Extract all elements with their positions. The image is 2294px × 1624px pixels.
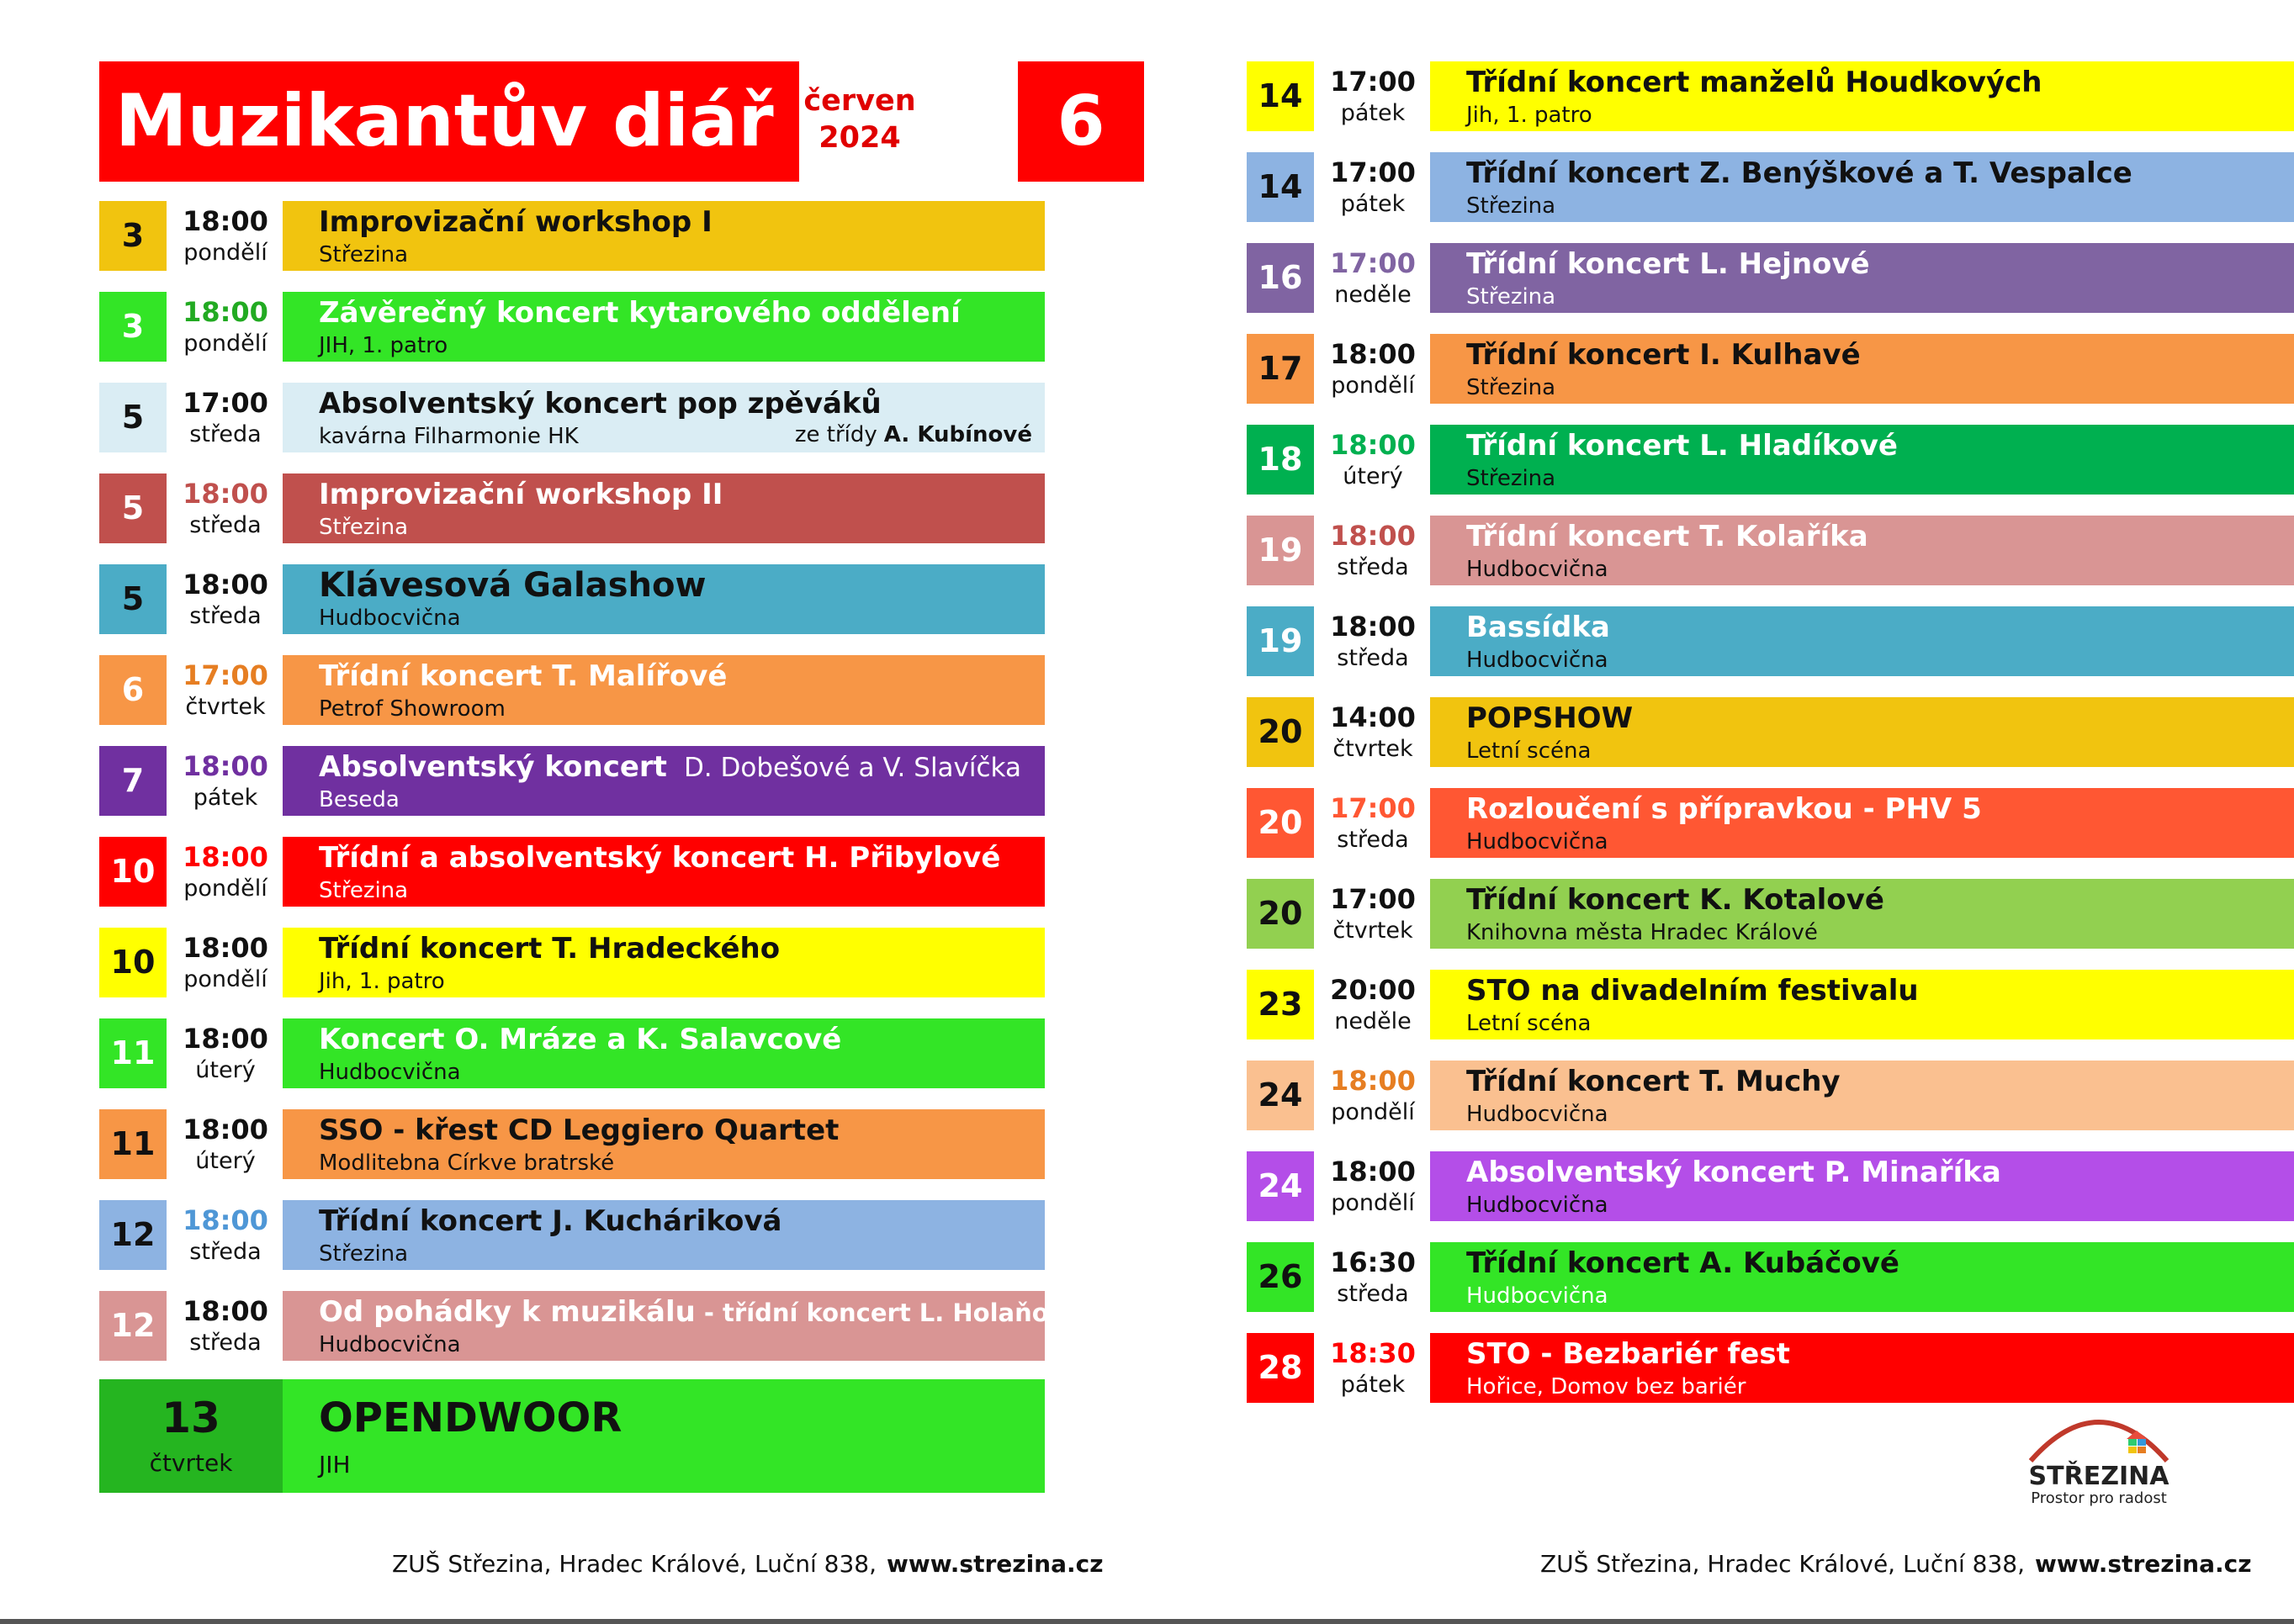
- event-weekday: pátek: [1340, 191, 1406, 217]
- event-time: 18:00: [183, 205, 268, 237]
- footer-right: [1540, 1550, 2252, 1579]
- event-bar: [283, 928, 1045, 997]
- event-time: 16:30: [1330, 1246, 1416, 1278]
- event-row[interactable]: [99, 292, 1045, 362]
- event-title: Improvizační workshop I: [319, 205, 713, 239]
- event-day: 20: [1247, 879, 1314, 949]
- event-time: 18:00: [1330, 429, 1416, 461]
- event-weekday: pondělí: [1331, 373, 1415, 399]
- event-title-line: [1466, 518, 1868, 555]
- event-row[interactable]: [1247, 1061, 2294, 1130]
- event-day: 18: [1247, 425, 1314, 495]
- event-bar: [283, 746, 1045, 816]
- event-weekday: pondělí: [183, 875, 268, 902]
- event-weekday: středa: [1337, 827, 1409, 853]
- event-row[interactable]: [1247, 1151, 2294, 1221]
- featured-event[interactable]: [99, 1379, 1045, 1493]
- event-day: 5: [99, 473, 167, 543]
- event-title-line: [319, 1293, 1081, 1331]
- event-time: 18:00: [183, 296, 268, 328]
- event-row[interactable]: [99, 1200, 1045, 1270]
- event-time: 18:00: [1330, 1065, 1416, 1097]
- event-row[interactable]: [1247, 606, 2294, 676]
- featured-event-date: [99, 1379, 283, 1493]
- event-row[interactable]: [1247, 697, 2294, 767]
- event-day: 5: [99, 564, 167, 634]
- event-venue: Letní scéna: [1466, 1011, 1592, 1036]
- event-weekday: středa: [189, 421, 262, 447]
- event-title-line: [319, 476, 723, 513]
- event-bar: [283, 655, 1045, 725]
- event-time: 14:00: [1330, 701, 1416, 733]
- event-title-line: [1466, 155, 2132, 192]
- footer-address: ZUŠ Střezina, Hradec Králové, Luční 838,: [1540, 1550, 2025, 1578]
- event-weekday: úterý: [1343, 463, 1403, 489]
- event-title-line: [1466, 1336, 1790, 1373]
- event-weekday: středa: [1337, 1281, 1409, 1307]
- event-day: 17: [1247, 334, 1314, 404]
- event-weekday: středa: [189, 603, 262, 629]
- event-time: 17:00: [1330, 156, 1416, 188]
- event-weekday: středa: [189, 512, 262, 538]
- event-row[interactable]: [1247, 1333, 2294, 1403]
- footer-website[interactable]: www.strezina.cz: [886, 1550, 1104, 1578]
- event-title: STO - Bezbariér fest: [1466, 1337, 1790, 1371]
- event-row[interactable]: [99, 1018, 1045, 1088]
- event-weekday: pátek: [1340, 1372, 1406, 1398]
- event-weekday: pondělí: [183, 966, 268, 992]
- event-weekday: pondělí: [183, 331, 268, 357]
- event-venue: Hořice, Domov bez bariér: [1466, 1374, 1746, 1399]
- event-venue: kavárna Filharmonie HK: [319, 424, 579, 449]
- event-time: 18:00: [183, 1204, 268, 1236]
- event-venue: Hudbocvična: [1466, 1193, 1608, 1218]
- event-title: Třídní a absolventský koncert H. Přibylové: [319, 841, 1001, 875]
- event-bar: [1430, 1061, 2294, 1130]
- event-time: 18:00: [1330, 520, 1416, 552]
- logo-slogan: Prostor pro radost: [2031, 1489, 2167, 1507]
- event-bar: [1430, 697, 2294, 767]
- event-title-line: [319, 294, 961, 331]
- event-venue: Modlitebna Církve bratrské: [319, 1151, 615, 1176]
- event-day: 16: [1247, 243, 1314, 313]
- event-title-line: [319, 204, 713, 241]
- house-arch-logo-icon: [2019, 1409, 2179, 1468]
- featured-event-day: 13: [162, 1394, 220, 1442]
- featured-event-venue: JIH: [319, 1451, 351, 1479]
- event-venue: Jih, 1. patro: [1466, 103, 1592, 128]
- event-time: 17:00: [183, 659, 268, 691]
- event-day: 3: [99, 292, 167, 362]
- event-row[interactable]: [99, 746, 1045, 816]
- event-day: 23: [1247, 970, 1314, 1039]
- event-weekday: úterý: [195, 1057, 256, 1083]
- event-title-line: [319, 749, 1021, 786]
- event-time: 18:00: [183, 1114, 268, 1145]
- event-time: 20:00: [1330, 974, 1416, 1006]
- event-weekday: čtvrtek: [185, 694, 266, 720]
- event-title: Od pohádky k muzikálu: [319, 1295, 696, 1329]
- event-venue: Střezina: [319, 515, 409, 540]
- event-time: 17:00: [1330, 883, 1416, 915]
- event-time: 18:00: [183, 841, 268, 873]
- event-time: 18:00: [1330, 611, 1416, 643]
- featured-event-title: OPENDWOOR: [319, 1394, 623, 1441]
- event-title: Třídní koncert L. Hejnové: [1466, 247, 1870, 281]
- event-venue: Hudbocvična: [319, 606, 461, 631]
- event-row[interactable]: [1247, 970, 2294, 1039]
- event-weekday: středa: [1337, 645, 1409, 671]
- event-bar: [1430, 334, 2294, 404]
- event-time: 18:00: [183, 569, 268, 600]
- event-title: Bassídka: [1466, 611, 1610, 644]
- event-day: 10: [99, 928, 167, 997]
- event-title-line: [319, 385, 882, 422]
- event-row[interactable]: [99, 383, 1045, 452]
- event-time: 17:00: [1330, 792, 1416, 824]
- event-venue: Střezina: [1466, 284, 1556, 309]
- event-venue: Střezina: [1466, 466, 1556, 491]
- event-row[interactable]: [1247, 516, 2294, 585]
- event-row[interactable]: [1247, 425, 2294, 495]
- featured-event-bar: [283, 1379, 1045, 1493]
- event-venue: Střezina: [319, 242, 409, 267]
- event-title: Třídní koncert T. Kolaříka: [1466, 520, 1868, 553]
- event-day: 12: [99, 1291, 167, 1361]
- event-bar: [283, 292, 1045, 362]
- event-title: Třídní koncert T. Hradeckého: [319, 932, 781, 965]
- event-title-line: [319, 1021, 841, 1058]
- event-venue: Hudbocvična: [319, 1332, 461, 1357]
- event-row[interactable]: [1247, 334, 2294, 404]
- event-bar: [1430, 243, 2294, 313]
- month-name: červen: [803, 84, 916, 118]
- bottom-border: [0, 1619, 2294, 1624]
- event-venue: Střezina: [1466, 375, 1556, 400]
- event-weekday: úterý: [195, 1148, 256, 1174]
- event-title-line: [319, 839, 1000, 876]
- event-title-line: [1466, 246, 1870, 283]
- event-day: 11: [99, 1018, 167, 1088]
- event-title-line: [1466, 791, 1982, 828]
- footer-address: ZUŠ Střezina, Hradec Králové, Luční 838,: [392, 1550, 877, 1578]
- event-day: 26: [1247, 1242, 1314, 1312]
- event-time: 18:00: [183, 1023, 268, 1055]
- footer-left: [392, 1550, 1104, 1579]
- event-title: Třídní koncert K. Kotalové: [1466, 883, 1884, 917]
- event-day: 20: [1247, 697, 1314, 767]
- event-title-subtitle: D. Dobešové a V. Slavíčka: [683, 753, 1021, 783]
- event-title: Absolventský koncert pop zpěváků: [319, 387, 882, 421]
- event-row[interactable]: [1247, 879, 2294, 949]
- event-day: 7: [99, 746, 167, 816]
- event-title: Třídní koncert J. Kucháriková: [319, 1204, 782, 1238]
- event-bar: [283, 1291, 1082, 1361]
- event-time: 18:00: [1330, 338, 1416, 370]
- event-day: 14: [1247, 152, 1314, 222]
- event-bar: [1430, 152, 2294, 222]
- event-row[interactable]: [99, 564, 1045, 634]
- event-venue: Střezina: [1466, 193, 1556, 219]
- event-teacher-name: A. Kubínové: [883, 422, 1032, 447]
- event-title-line: [1466, 64, 2042, 101]
- event-bar: [1430, 1151, 2294, 1221]
- event-title: Klávesová Galashow: [319, 566, 707, 605]
- event-bar: [1430, 425, 2294, 495]
- event-title-suffix: - třídní koncert L. Holaňové: [695, 1299, 1082, 1327]
- event-bar: [283, 1018, 1045, 1088]
- event-weekday: neděle: [1334, 282, 1412, 308]
- event-row[interactable]: [99, 655, 1045, 725]
- event-bar: [1430, 516, 2294, 585]
- event-venue: Hudbocvična: [1466, 648, 1608, 673]
- event-title: Závěrečný koncert kytarového oddělení: [319, 296, 961, 330]
- event-teacher-note: [795, 421, 1032, 448]
- event-bar: [1430, 970, 2294, 1039]
- event-bar: [1430, 788, 2294, 858]
- event-title-line: [319, 658, 727, 695]
- month-label: [799, 82, 920, 156]
- event-row[interactable]: [99, 837, 1045, 907]
- strezina-logo: [2019, 1409, 2179, 1510]
- event-weekday: čtvrtek: [1332, 918, 1413, 944]
- year: 2024: [819, 121, 901, 155]
- event-title: Třídní koncert T. Malířové: [319, 659, 728, 693]
- event-day: 19: [1247, 606, 1314, 676]
- event-weekday: čtvrtek: [1332, 736, 1413, 762]
- event-time: 17:00: [183, 387, 268, 419]
- event-time: 17:00: [1330, 247, 1416, 279]
- event-venue: Hudbocvična: [1466, 557, 1608, 582]
- event-title-line: [1466, 336, 1861, 373]
- event-bar: [283, 383, 1045, 452]
- event-bar: [283, 201, 1045, 271]
- event-day: 24: [1247, 1061, 1314, 1130]
- event-title-line: [1466, 1063, 1841, 1100]
- event-time: 18:00: [183, 1295, 268, 1327]
- event-weekday: pondělí: [1331, 1190, 1415, 1216]
- event-venue: Hudbocvična: [1466, 1102, 1608, 1127]
- event-weekday: pátek: [193, 785, 258, 811]
- event-weekday: pátek: [1340, 100, 1406, 126]
- event-time: 18:00: [183, 478, 268, 510]
- featured-event-weekday: čtvrtek: [149, 1449, 233, 1477]
- event-venue: Hudbocvična: [1466, 829, 1608, 854]
- event-weekday: pondělí: [183, 240, 268, 266]
- event-day: 5: [99, 383, 167, 452]
- event-day: 14: [1247, 61, 1314, 131]
- event-row[interactable]: [99, 473, 1045, 543]
- event-title: Třídní koncert Z. Benýškové a T. Vespalce: [1466, 156, 2132, 190]
- event-title-line: [1466, 1154, 2001, 1191]
- event-time: 18:00: [1330, 1156, 1416, 1188]
- event-venue: Střezina: [319, 1241, 409, 1267]
- event-venue: Knihovna města Hradec Králové: [1466, 920, 1818, 945]
- event-title: Absolventský koncert: [319, 750, 667, 784]
- event-row[interactable]: [1247, 243, 2294, 313]
- event-weekday: středa: [189, 1239, 262, 1265]
- event-title-line: [1466, 881, 1884, 918]
- event-bar: [283, 1109, 1045, 1179]
- event-title: Třídní koncert L. Hladíkové: [1466, 429, 1898, 463]
- event-title-line: [319, 930, 780, 967]
- event-title: Improvizační workshop II: [319, 478, 723, 511]
- event-title-line: [1466, 427, 1898, 464]
- event-venue: Letní scéna: [1466, 738, 1592, 764]
- event-day: 3: [99, 201, 167, 271]
- event-bar: [1430, 606, 2294, 676]
- event-day: 20: [1247, 788, 1314, 858]
- event-day: 19: [1247, 516, 1314, 585]
- page-title: Muzikantův diář: [99, 61, 799, 182]
- event-venue: Hudbocvična: [319, 1060, 461, 1085]
- event-day: 28: [1247, 1333, 1314, 1403]
- event-title: Třídní koncert manželů Houdkových: [1466, 66, 2042, 99]
- event-title: Koncert O. Mráze a K. Salavcové: [319, 1023, 842, 1056]
- footer-website[interactable]: www.strezina.cz: [2034, 1550, 2252, 1578]
- event-row[interactable]: [1247, 152, 2294, 222]
- event-row[interactable]: [1247, 61, 2294, 131]
- event-title-line: [319, 567, 706, 604]
- event-bar: [283, 837, 1045, 907]
- event-title: Absolventský koncert P. Minaříka: [1466, 1156, 2001, 1189]
- event-title-line: [1466, 1245, 1899, 1282]
- event-title: Třídní koncert A. Kubáčové: [1466, 1246, 1899, 1280]
- event-venue: Střezina: [319, 878, 409, 903]
- event-venue: Jih, 1. patro: [319, 969, 445, 994]
- event-weekday: pondělí: [1331, 1099, 1415, 1125]
- event-row[interactable]: [1247, 788, 2294, 858]
- event-bar: [283, 473, 1045, 543]
- event-bar: [1430, 879, 2294, 949]
- event-time: 18:30: [1330, 1337, 1416, 1369]
- event-weekday: středa: [1337, 554, 1409, 580]
- event-title: Třídní koncert T. Muchy: [1466, 1065, 1841, 1098]
- logo-name: STŘEZINA: [2028, 1462, 2169, 1491]
- event-title-line: [319, 1112, 839, 1149]
- month-block: [799, 61, 1105, 182]
- event-bar: [1430, 1333, 2294, 1403]
- event-title: Rozloučení s přípravkou - PHV 5: [1466, 792, 1982, 826]
- event-title-line: [1466, 609, 1610, 646]
- event-title-line: [1466, 972, 1919, 1009]
- event-row[interactable]: [99, 201, 1045, 271]
- event-time: 18:00: [183, 750, 268, 782]
- event-row[interactable]: [99, 928, 1045, 997]
- event-title: SSO - křest CD Leggiero Quartet: [319, 1114, 840, 1147]
- event-bar: [283, 1200, 1045, 1270]
- month-number: 6: [1018, 61, 1144, 182]
- event-row[interactable]: [99, 1291, 1082, 1361]
- event-title-line: [1466, 700, 1633, 737]
- event-day: 12: [99, 1200, 167, 1270]
- event-bar: [1430, 1242, 2294, 1312]
- event-day: 24: [1247, 1151, 1314, 1221]
- event-weekday: středa: [189, 1330, 262, 1356]
- event-venue: Beseda: [319, 787, 400, 812]
- event-title-line: [319, 1203, 782, 1240]
- event-bar: [1430, 61, 2294, 131]
- event-weekday: neděle: [1334, 1008, 1412, 1034]
- event-bar: [283, 564, 1045, 634]
- event-day: 10: [99, 837, 167, 907]
- event-title: Třídní koncert I. Kulhavé: [1466, 338, 1861, 372]
- event-day: 6: [99, 655, 167, 725]
- event-row[interactable]: [1247, 1242, 2294, 1312]
- event-venue: Petrof Showroom: [319, 696, 506, 722]
- event-teacher-prefix: ze třídy: [794, 422, 877, 447]
- event-time: 18:00: [183, 932, 268, 964]
- event-venue: JIH, 1. patro: [319, 333, 448, 358]
- event-title: STO na divadelním festivalu: [1466, 974, 1919, 1008]
- event-venue: Hudbocvična: [1466, 1283, 1608, 1309]
- event-row[interactable]: [99, 1109, 1045, 1179]
- event-day: 11: [99, 1109, 167, 1179]
- event-time: 17:00: [1330, 66, 1416, 98]
- event-title: POPSHOW: [1466, 701, 1634, 735]
